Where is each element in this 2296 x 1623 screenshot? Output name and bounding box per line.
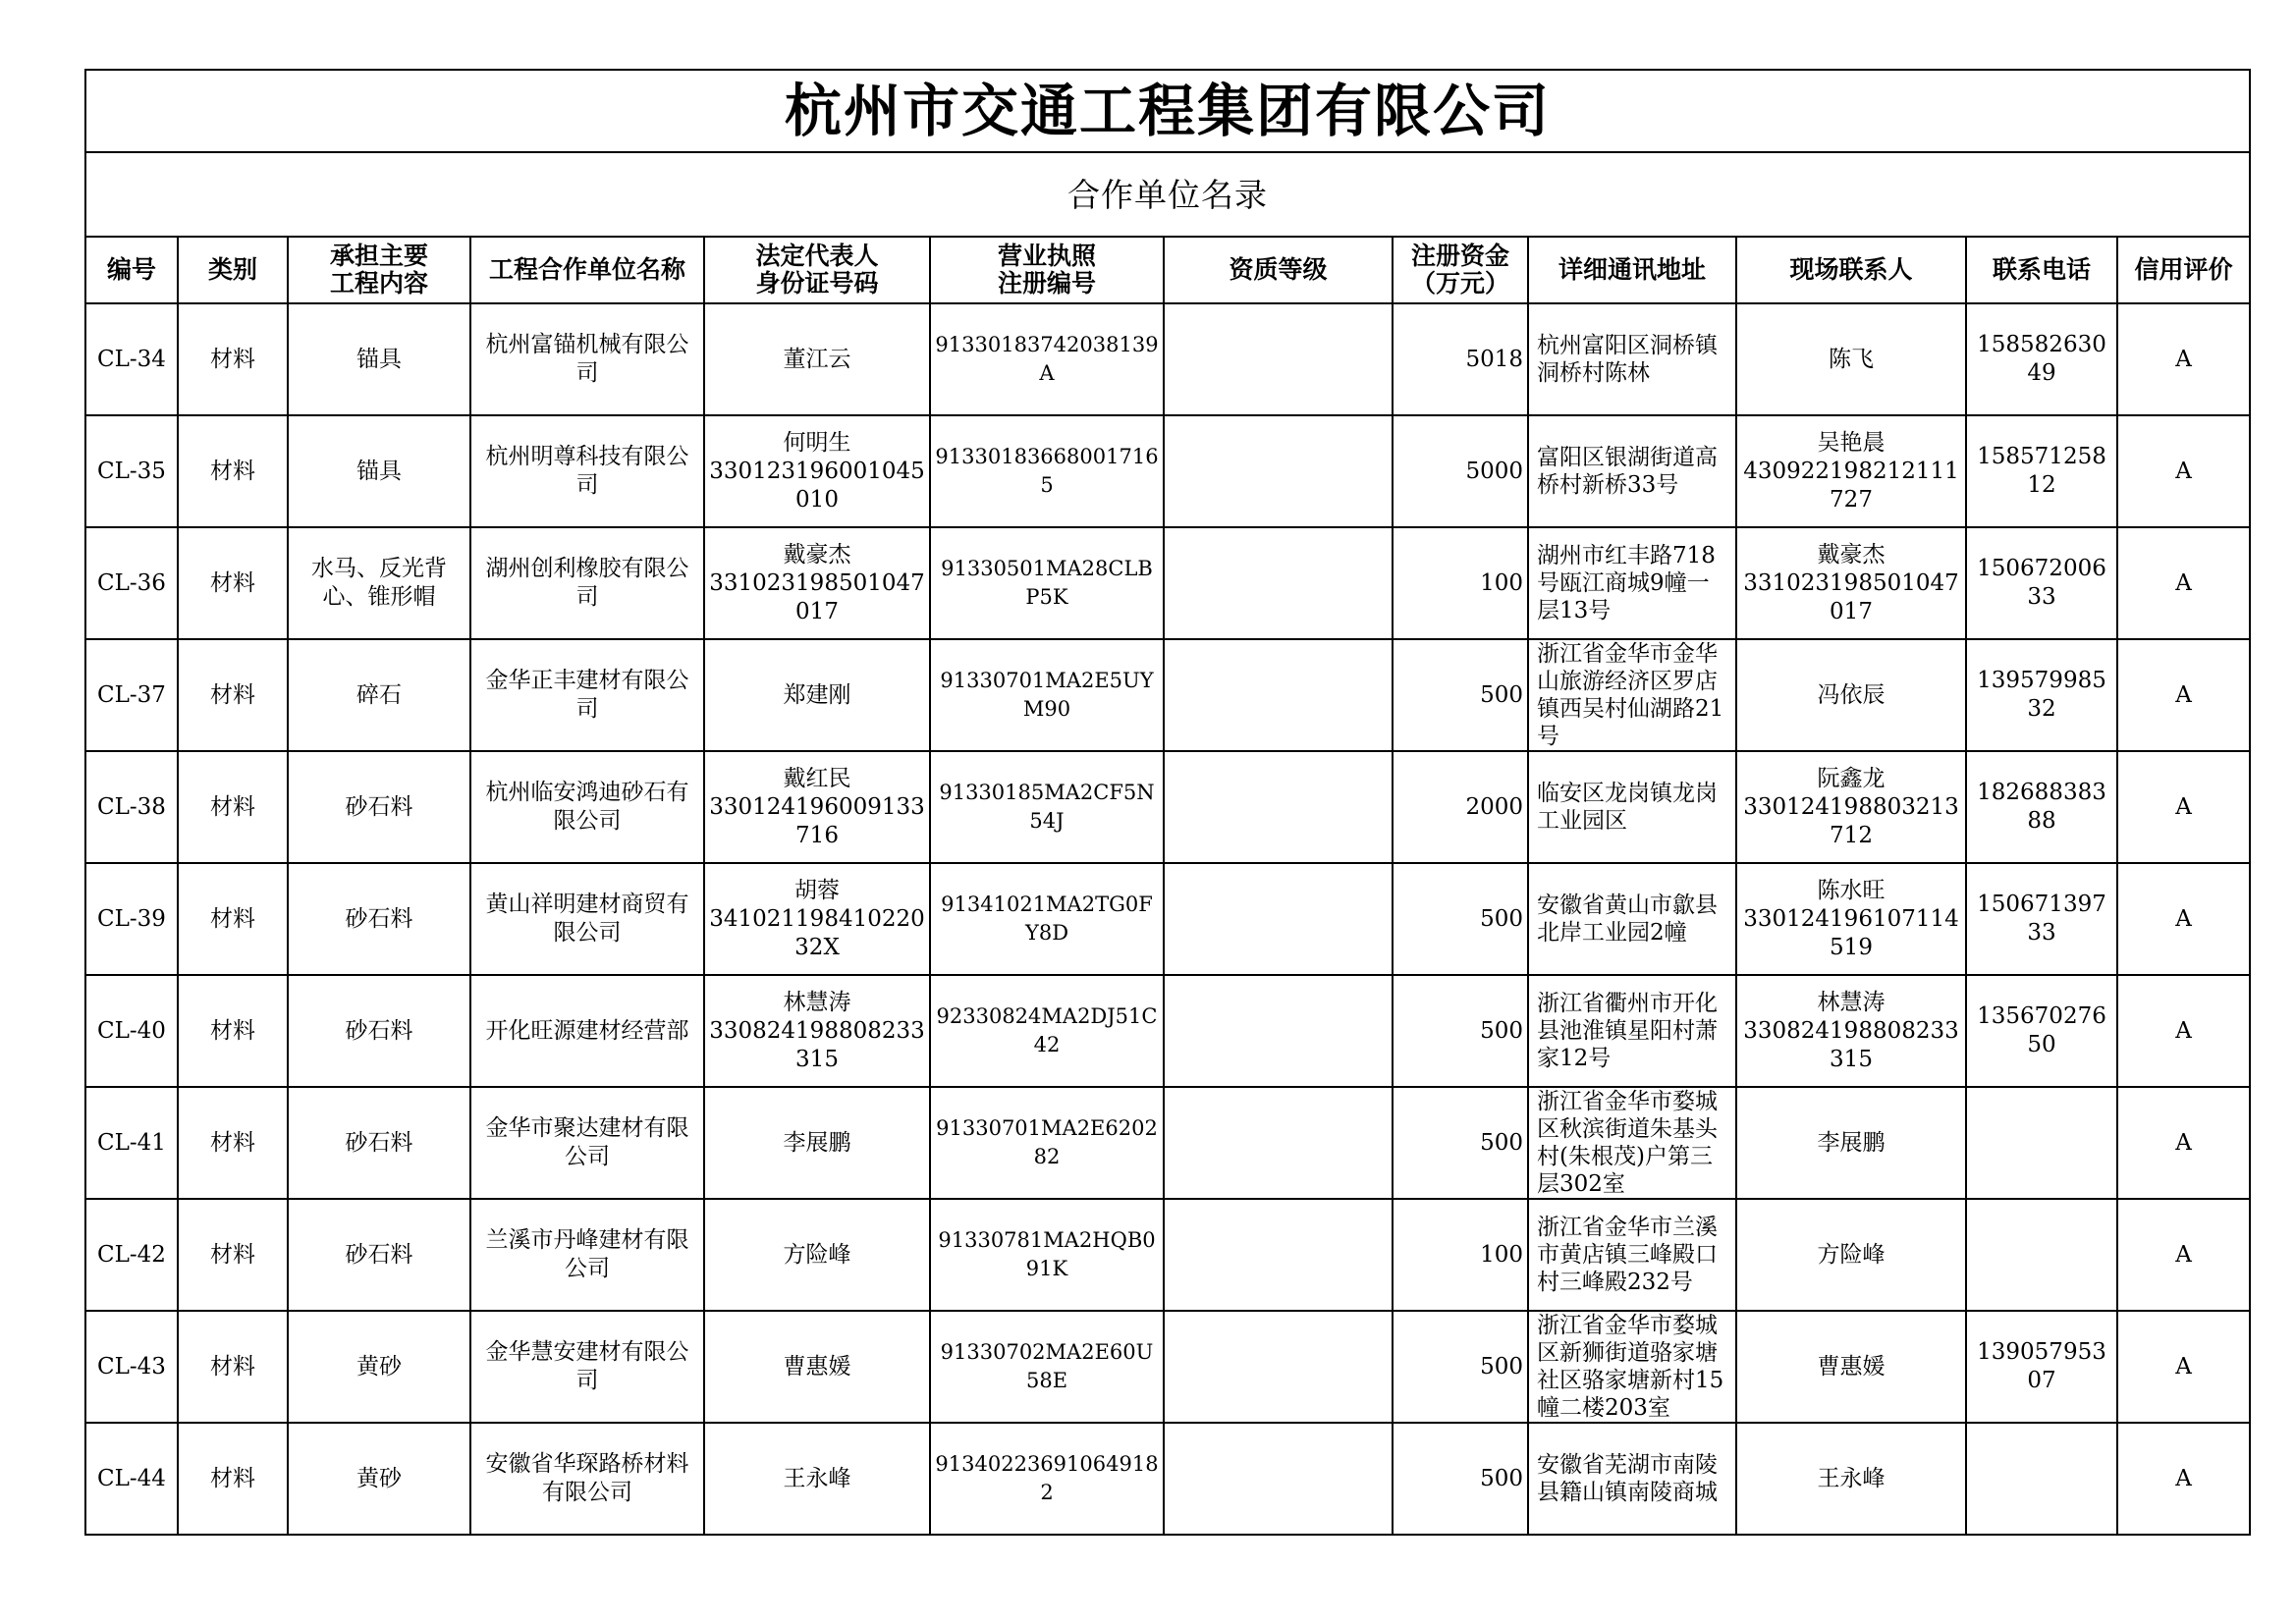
cell-work: 砂石料 xyxy=(288,975,470,1087)
cell-work: 黄砂 xyxy=(288,1311,470,1423)
cell-license: 91330701MA2E5UYM90 xyxy=(930,639,1164,751)
cell-partner-name: 金华市聚达建材有限公司 xyxy=(470,1087,704,1199)
column-header-line: 注册编号 xyxy=(997,269,1096,298)
cell-legal-rep-line: 戴豪杰 xyxy=(783,541,851,568)
cell-contact xyxy=(1736,863,1966,975)
cell-contact xyxy=(1736,415,1966,527)
table-row xyxy=(85,1199,2250,1311)
cell-credit: A xyxy=(2117,863,2250,975)
cell-contact-line: 吴艳晨 xyxy=(1817,429,1886,456)
cell-category: 材料 xyxy=(178,863,288,975)
cell-id: CL-39 xyxy=(85,863,178,975)
cell-address: 安徽省黄山市歙县北岸工业园2幢 xyxy=(1528,863,1736,975)
cell-contact-line: 李展鹏 xyxy=(1817,1129,1886,1156)
column-header-line: 资质等级 xyxy=(1229,255,1328,284)
column-header-contact xyxy=(1736,237,1966,303)
cell-category: 材料 xyxy=(178,639,288,751)
cell-credit: A xyxy=(2117,1199,2250,1311)
column-header-line: 法定代表人 xyxy=(755,242,879,270)
cell-contact xyxy=(1736,751,1966,863)
cell-legal-rep-line: 330124196009133716 xyxy=(709,793,925,848)
cell-license: 91330701MA2E620282 xyxy=(930,1087,1164,1199)
cell-credit: A xyxy=(2117,975,2250,1087)
cell-credit: A xyxy=(2117,639,2250,751)
cell-address: 浙江省金华市婺城区新狮街道骆家塘社区骆家塘新村15幢二楼203室 xyxy=(1528,1311,1736,1423)
cell-contact-line: 331023198501047017 xyxy=(1743,569,1959,624)
cell-work: 水马、反光背心、锥形帽 xyxy=(288,527,470,639)
cell-legal-rep xyxy=(704,975,930,1087)
cell-grade xyxy=(1164,527,1393,639)
cell-legal-rep-line: 董江云 xyxy=(783,346,851,372)
cell-id: CL-40 xyxy=(85,975,178,1087)
cell-partner-name: 安徽省华琛路桥材料有限公司 xyxy=(470,1423,704,1535)
cell-partner-name: 杭州临安鸿迪砂石有限公司 xyxy=(470,751,704,863)
cell-partner-name: 杭州明尊科技有限公司 xyxy=(470,415,704,527)
table-row xyxy=(85,415,2250,527)
column-header-line: 工程合作单位名称 xyxy=(488,255,685,284)
cell-work: 砂石料 xyxy=(288,1199,470,1311)
cell-contact-line: 陈飞 xyxy=(1829,346,1874,372)
cell-partner-name: 金华正丰建材有限公司 xyxy=(470,639,704,751)
column-header-line: 详细通讯地址 xyxy=(1558,255,1706,284)
cell-legal-rep xyxy=(704,1423,930,1535)
cell-capital: 500 xyxy=(1393,863,1528,975)
cell-capital: 100 xyxy=(1393,527,1528,639)
cell-work: 砂石料 xyxy=(288,863,470,975)
cell-legal-rep-line: 331023198501047017 xyxy=(709,569,925,624)
cell-legal-rep-line: 郑建刚 xyxy=(783,681,851,708)
cell-grade xyxy=(1164,751,1393,863)
cell-capital: 500 xyxy=(1393,639,1528,751)
cell-grade xyxy=(1164,863,1393,975)
cell-contact-line: 曹惠媛 xyxy=(1817,1353,1886,1380)
cell-category: 材料 xyxy=(178,1311,288,1423)
column-header-line: 承担主要 xyxy=(329,242,428,270)
cell-phone xyxy=(1966,1199,2117,1311)
table-row xyxy=(85,1423,2250,1535)
column-header-capital xyxy=(1393,237,1528,303)
column-header-phone xyxy=(1966,237,2117,303)
cell-work: 黄砂 xyxy=(288,1423,470,1535)
cell-license: 913402236910649182 xyxy=(930,1423,1164,1535)
cell-legal-rep xyxy=(704,303,930,415)
cell-phone xyxy=(1966,1087,2117,1199)
cell-capital: 500 xyxy=(1393,1311,1528,1423)
cell-legal-rep xyxy=(704,639,930,751)
cell-phone: 13957998532 xyxy=(1966,639,2117,751)
cell-phone: 15067139733 xyxy=(1966,863,2117,975)
cell-work: 砂石料 xyxy=(288,1087,470,1199)
cell-phone: 15857125812 xyxy=(1966,415,2117,527)
page-subtitle: 合作单位名录 xyxy=(85,152,2250,237)
column-header-line: 信用评价 xyxy=(2134,255,2233,284)
cell-credit: A xyxy=(2117,751,2250,863)
cell-category: 材料 xyxy=(178,527,288,639)
cell-contact xyxy=(1736,975,1966,1087)
cell-id: CL-42 xyxy=(85,1199,178,1311)
cell-legal-rep-line: 330123196001045010 xyxy=(709,458,925,513)
column-header-legal-rep xyxy=(704,237,930,303)
cell-phone: 18268838388 xyxy=(1966,751,2117,863)
cell-license: 91330183742038139A xyxy=(930,303,1164,415)
cell-contact xyxy=(1736,1423,1966,1535)
table-row xyxy=(85,303,2250,415)
cell-capital: 5000 xyxy=(1393,415,1528,527)
column-header-line: 身份证号码 xyxy=(755,269,879,298)
cell-contact xyxy=(1736,639,1966,751)
cell-credit: A xyxy=(2117,1087,2250,1199)
cell-partner-name: 开化旺源建材经营部 xyxy=(470,975,704,1087)
cell-phone: 13567027650 xyxy=(1966,975,2117,1087)
cell-id: CL-44 xyxy=(85,1423,178,1535)
cell-phone xyxy=(1966,1423,2117,1535)
cell-credit: A xyxy=(2117,527,2250,639)
cell-grade xyxy=(1164,1311,1393,1423)
cell-contact-line: 陈水旺 xyxy=(1817,877,1886,903)
cell-license: 91330702MA2E60U58E xyxy=(930,1311,1164,1423)
column-header-address xyxy=(1528,237,1736,303)
cell-credit: A xyxy=(2117,1311,2250,1423)
table-body xyxy=(85,303,2250,1535)
table-row xyxy=(85,1311,2250,1423)
cell-category: 材料 xyxy=(178,975,288,1087)
cell-phone: 15067200633 xyxy=(1966,527,2117,639)
column-header-partner-name xyxy=(470,237,704,303)
table-row xyxy=(85,1087,2250,1199)
cell-address: 浙江省金华市婺城区秋滨街道朱基头村(朱根茂)户第三层302室 xyxy=(1528,1087,1736,1199)
cell-partner-name: 湖州创利橡胶有限公司 xyxy=(470,527,704,639)
table-row xyxy=(85,863,2250,975)
cell-grade xyxy=(1164,1199,1393,1311)
cell-grade xyxy=(1164,639,1393,751)
column-header-license xyxy=(930,237,1164,303)
cell-contact xyxy=(1736,1311,1966,1423)
column-header-credit xyxy=(2117,237,2250,303)
cell-category: 材料 xyxy=(178,1199,288,1311)
cell-legal-rep-line: 林慧涛 xyxy=(783,989,851,1015)
cell-id: CL-34 xyxy=(85,303,178,415)
cell-legal-rep xyxy=(704,751,930,863)
cell-grade xyxy=(1164,415,1393,527)
cell-contact-line: 330124196107114519 xyxy=(1743,905,1959,960)
cell-contact-line: 冯依辰 xyxy=(1817,681,1886,708)
cell-contact-line: 王永峰 xyxy=(1817,1465,1886,1491)
cell-legal-rep-line: 李展鹏 xyxy=(783,1129,851,1156)
cell-license: 91330185MA2CF5N54J xyxy=(930,751,1164,863)
cell-work: 碎石 xyxy=(288,639,470,751)
cell-capital: 5018 xyxy=(1393,303,1528,415)
partner-table xyxy=(84,69,2251,1536)
cell-license: 91330501MA28CLBP5K xyxy=(930,527,1164,639)
company-title: 杭州市交通工程集团有限公司 xyxy=(85,70,2250,152)
cell-id: CL-43 xyxy=(85,1311,178,1423)
cell-category: 材料 xyxy=(178,1087,288,1199)
cell-address: 浙江省金华市兰溪市黄店镇三峰殿口村三峰殿232号 xyxy=(1528,1199,1736,1311)
cell-legal-rep-line: 戴红民 xyxy=(783,765,851,791)
cell-capital: 2000 xyxy=(1393,751,1528,863)
cell-capital: 500 xyxy=(1393,1423,1528,1535)
cell-legal-rep xyxy=(704,863,930,975)
cell-license: 92330824MA2DJ51C42 xyxy=(930,975,1164,1087)
cell-address: 浙江省金华市金华山旅游经济区罗店镇西吴村仙湖路21号 xyxy=(1528,639,1736,751)
cell-license: 91330781MA2HQB091K xyxy=(930,1199,1164,1311)
column-header-line: 现场联系人 xyxy=(1789,255,1913,284)
cell-legal-rep-line: 330824198808233315 xyxy=(709,1017,925,1072)
cell-partner-name: 金华慧安建材有限公司 xyxy=(470,1311,704,1423)
cell-id: CL-38 xyxy=(85,751,178,863)
column-header-line: 营业执照 xyxy=(997,242,1096,270)
cell-category: 材料 xyxy=(178,303,288,415)
cell-contact-line: 330824198808233315 xyxy=(1743,1017,1959,1072)
cell-id: CL-37 xyxy=(85,639,178,751)
cell-legal-rep xyxy=(704,1311,930,1423)
cell-contact xyxy=(1736,303,1966,415)
column-header-grade xyxy=(1164,237,1393,303)
cell-legal-rep xyxy=(704,1199,930,1311)
cell-legal-rep xyxy=(704,415,930,527)
column-header-id xyxy=(85,237,178,303)
cell-id: CL-35 xyxy=(85,415,178,527)
table-row xyxy=(85,751,2250,863)
cell-credit: A xyxy=(2117,415,2250,527)
table-row xyxy=(85,639,2250,751)
cell-category: 材料 xyxy=(178,1423,288,1535)
cell-contact-line: 林慧涛 xyxy=(1817,989,1886,1015)
cell-contact-line: 戴豪杰 xyxy=(1817,541,1886,568)
cell-legal-rep xyxy=(704,527,930,639)
cell-license: 913301836680017165 xyxy=(930,415,1164,527)
cell-address: 浙江省衢州市开化县池淮镇星阳村萧家12号 xyxy=(1528,975,1736,1087)
column-header-line: 类别 xyxy=(207,255,257,284)
cell-category: 材料 xyxy=(178,751,288,863)
cell-legal-rep-line: 胡蓉 xyxy=(794,877,840,903)
column-header-line: 工程内容 xyxy=(329,269,428,298)
cell-address: 富阳区银湖街道高桥村新桥33号 xyxy=(1528,415,1736,527)
column-header-row xyxy=(85,237,2250,303)
column-header-line: 注册资金 xyxy=(1410,242,1509,270)
column-header-line: （万元） xyxy=(1410,269,1509,298)
cell-partner-name: 杭州富锚机械有限公司 xyxy=(470,303,704,415)
cell-work: 锚具 xyxy=(288,415,470,527)
directory-sheet xyxy=(84,69,2249,1536)
cell-legal-rep xyxy=(704,1087,930,1199)
cell-contact xyxy=(1736,527,1966,639)
column-header-category xyxy=(178,237,288,303)
cell-legal-rep-line: 王永峰 xyxy=(783,1465,851,1491)
cell-capital: 500 xyxy=(1393,1087,1528,1199)
cell-work: 锚具 xyxy=(288,303,470,415)
column-header-line: 联系电话 xyxy=(1992,255,2091,284)
cell-grade xyxy=(1164,303,1393,415)
table-row xyxy=(85,975,2250,1087)
cell-address: 杭州富阳区洞桥镇洞桥村陈林 xyxy=(1528,303,1736,415)
cell-category: 材料 xyxy=(178,415,288,527)
cell-address: 湖州市红丰路718号瓯江商城9幢一层13号 xyxy=(1528,527,1736,639)
cell-address: 临安区龙岗镇龙岗工业园区 xyxy=(1528,751,1736,863)
column-header-line: 编号 xyxy=(106,255,156,284)
cell-credit: A xyxy=(2117,303,2250,415)
cell-id: CL-41 xyxy=(85,1087,178,1199)
cell-work: 砂石料 xyxy=(288,751,470,863)
cell-contact-line: 阮鑫龙 xyxy=(1817,765,1886,791)
cell-legal-rep-line: 何明生 xyxy=(783,429,851,456)
cell-legal-rep-line: 方险峰 xyxy=(783,1241,851,1268)
cell-address: 安徽省芜湖市南陵县籍山镇南陵商城 xyxy=(1528,1423,1736,1535)
cell-license: 91341021MA2TG0FY8D xyxy=(930,863,1164,975)
cell-legal-rep-line: 34102119841022032X xyxy=(709,905,925,960)
cell-grade xyxy=(1164,975,1393,1087)
cell-contact-line: 430922198212111727 xyxy=(1743,458,1959,513)
cell-contact-line: 330124198803213712 xyxy=(1743,793,1959,848)
cell-grade xyxy=(1164,1087,1393,1199)
cell-phone: 13905795307 xyxy=(1966,1311,2117,1423)
cell-legal-rep-line: 曹惠媛 xyxy=(783,1353,851,1380)
cell-grade xyxy=(1164,1423,1393,1535)
cell-contact xyxy=(1736,1087,1966,1199)
cell-capital: 100 xyxy=(1393,1199,1528,1311)
cell-capital: 500 xyxy=(1393,975,1528,1087)
table-row xyxy=(85,527,2250,639)
cell-contact-line: 方险峰 xyxy=(1817,1241,1886,1268)
cell-id: CL-36 xyxy=(85,527,178,639)
cell-partner-name: 黄山祥明建材商贸有限公司 xyxy=(470,863,704,975)
cell-contact xyxy=(1736,1199,1966,1311)
cell-credit: A xyxy=(2117,1423,2250,1535)
cell-partner-name: 兰溪市丹峰建材有限公司 xyxy=(470,1199,704,1311)
cell-phone: 15858263049 xyxy=(1966,303,2117,415)
column-header-work xyxy=(288,237,470,303)
